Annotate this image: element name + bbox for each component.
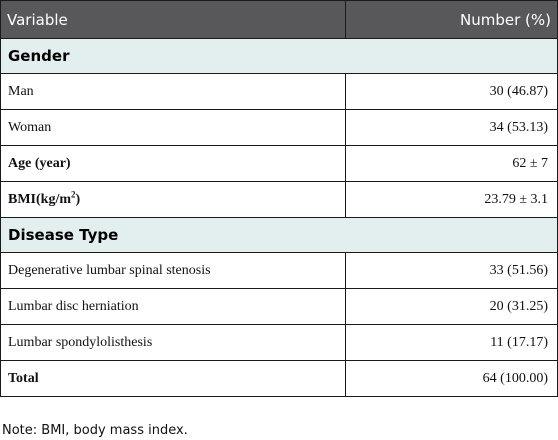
section-title-disease-type: Disease Type xyxy=(1,218,558,253)
table-header-row xyxy=(1,1,558,39)
row-value: 33 (51.56) xyxy=(346,253,558,289)
header-number: Number (%) xyxy=(346,1,558,39)
row-value: 11 (17.17) xyxy=(346,325,558,361)
row-label: Age (year) xyxy=(1,146,346,182)
table-row xyxy=(1,182,558,218)
row-value: 34 (53.13) xyxy=(346,110,558,146)
table-row xyxy=(1,325,558,361)
bmi-label-main: BMI(kg/m xyxy=(8,191,71,207)
row-value: 30 (46.87) xyxy=(346,74,558,110)
row-label: Lumbar disc herniation xyxy=(1,289,346,325)
table-footnote: Note: BMI, body mass index. xyxy=(2,423,188,438)
bmi-label-superscript: 2 xyxy=(71,188,76,199)
row-value: 23.79 ± 3.1 xyxy=(346,182,558,218)
table-row xyxy=(1,253,558,289)
table-row xyxy=(1,74,558,110)
section-header-row xyxy=(1,39,558,74)
row-label: Total xyxy=(1,361,346,397)
section-header-row xyxy=(1,218,558,253)
table-row xyxy=(1,289,558,325)
row-label: Man xyxy=(1,74,346,110)
bmi-label-end: ) xyxy=(75,191,81,207)
row-label: Woman xyxy=(1,110,346,146)
table-row xyxy=(1,146,558,182)
section-title-gender: Gender xyxy=(1,39,558,74)
header-variable: Variable xyxy=(1,1,346,39)
row-value: 62 ± 7 xyxy=(346,146,558,182)
row-label: Degenerative lumbar spinal stenosis xyxy=(1,253,346,289)
table-row xyxy=(1,110,558,146)
table-row-total xyxy=(1,361,558,397)
row-label-bmi xyxy=(1,182,346,218)
row-value: 20 (31.25) xyxy=(346,289,558,325)
row-label: Lumbar spondylolisthesis xyxy=(1,325,346,361)
row-value: 64 (100.00) xyxy=(346,361,558,397)
